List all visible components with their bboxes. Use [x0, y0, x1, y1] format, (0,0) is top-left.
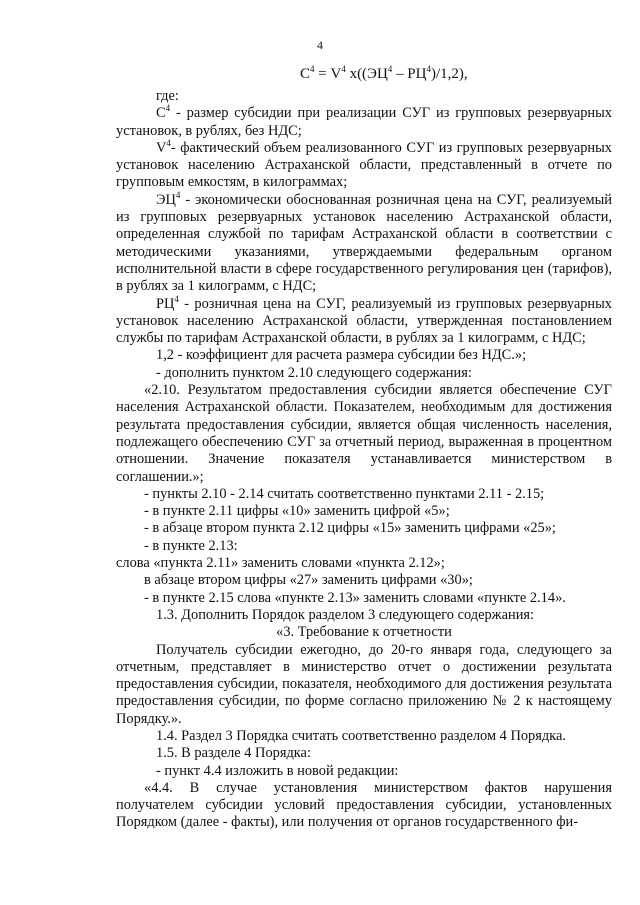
- definition-v4: $V^4-$ фактический объем реализованного СУГ из групповых резервуарных установок населению Астраханской области, представленный в отчете по групповым емкостям, в килограммах;: [116, 138, 612, 191]
- reporting-requirement: Получатель субсидии ежегодно, до 20-го января года, следующего за отчетным, представляет в министерство отчет о достижении результата предоставления субсидии, показателя, необходимого для достижения результата предоставления субсидии, по форме согласно приложению № 2 к настоящему Порядку.».: [116, 641, 612, 727]
- add-point-2-10: - дополнить пунктом 2.10 следующего содержания:: [156, 364, 472, 381]
- page-number: 4: [317, 38, 323, 52]
- renumber-points: - пункты 2.10 - 2.14 считать соответственно пунктами 2.11 - 2.15;: [144, 485, 545, 502]
- definition-c4: $С^4$ - размер субсидии при реализации СУГ из групповых резервуарных установок, в рублях, без НДС;: [116, 103, 612, 139]
- section-3-heading: «3. Требование к отчетности: [276, 624, 452, 641]
- subsidy-formula: $С^4 = V^4$ $х((ЭЦ^4 - РЦ^4)/1,2)$,: [300, 64, 468, 82]
- definition-rc4: $РЦ^4$ - розничная цена на СУГ, реализуемый из групповых резервуарных установок населению Астраханской области, утвержденная постановлением службы по тарифам Астраханской области, в рублях за 1 килограмм, с НДС;: [116, 293, 612, 347]
- point-2-15-change: - в пункте 2.15 слова «пункте 2.13» заменить словами «пункте 2.14».: [144, 589, 566, 606]
- point-2-13-intro: - в пункте 2.13:: [144, 537, 238, 554]
- point-2-13-paragraph-two: в абзаце втором цифры «27» заменить цифрами «30»;: [144, 572, 473, 589]
- point-2-10-text: «2.10. Результатом предоставления субсидии является обеспечение СУГ населения Астраханской области. Показателем, необходимым для достижения результата предоставления субсидии, является общая численность населения, подлежащего обеспечению СУГ за отчетный период, выраженная в процентном отношении. Значение показателя устанавливается министерством в соглашении.»;: [116, 382, 612, 485]
- document-body: [116, 88, 612, 832]
- where-label: где:: [156, 88, 179, 104]
- section-1-3: 1.3. Дополнить Порядок разделом 3 следующего содержания:: [156, 606, 535, 623]
- point-2-11-change: - в пункте 2.11 цифры «10» заменить цифрой «5»;: [144, 503, 450, 520]
- definition-ec4: $ЭЦ^4$ - экономически обоснованная розничная цена на СУГ, реализуемый из групповых резервуарных установок населению Астраханской области, определенная службой по тарифам Астраханской области в соответствии с методическими указаниями, утверждаемыми федеральным органом исполнительной власти в сфере государственного регулирования цен (тарифов), в рублях за 1 килограмм, с НДС;: [116, 189, 612, 295]
- point-2-12-change: - в абзаце втором пункта 2.12 цифры «15» заменить цифрами «25»;: [144, 520, 556, 537]
- point-4-4-intro: - пункт 4.4 изложить в новой редакции:: [156, 762, 399, 779]
- point-2-13-words: слова «пункта 2.11» заменить словами «пункта 2.12»;: [116, 555, 445, 572]
- point-4-4-text: «4.4. В случае установления министерством фактов нарушения получателем субсидии условий предоставления субсидии, установленных Порядком (далее - факты), или получения от органов государственного фи-: [116, 779, 612, 831]
- section-1-5: 1.5. В разделе 4 Порядка:: [156, 745, 311, 762]
- coefficient-paragraph: 1,2 - коэффициент для расчета размера субсидии без НДС.»;: [156, 347, 527, 364]
- section-1-4: 1.4. Раздел 3 Порядка считать соответственно разделом 4 Порядка.: [156, 727, 566, 744]
